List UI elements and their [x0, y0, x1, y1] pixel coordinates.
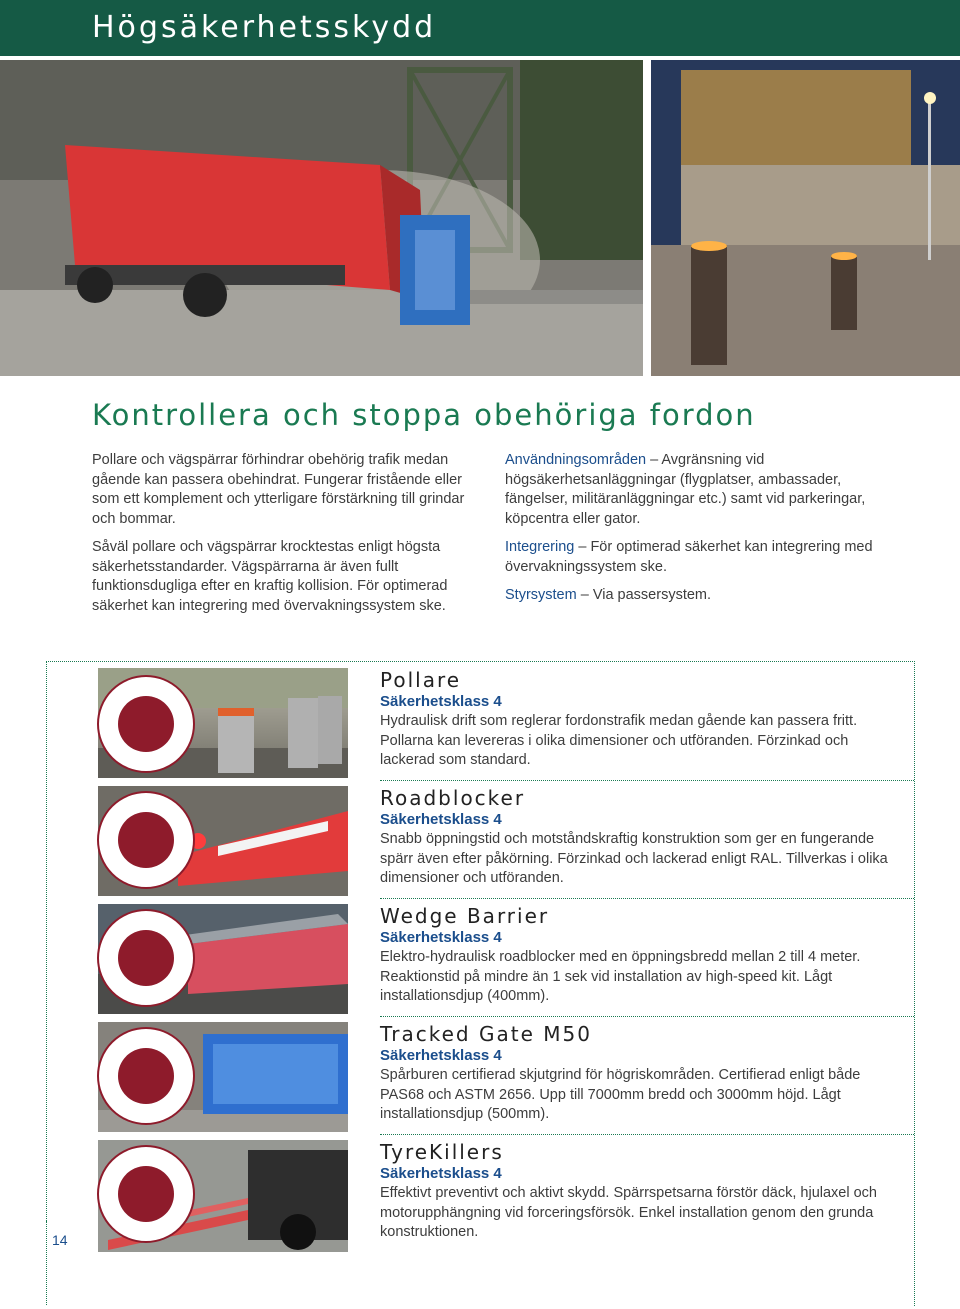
- security-badge-tyrekillers: [96, 1144, 196, 1244]
- product-separator: [380, 1016, 914, 1017]
- detail-integration: [505, 538, 875, 577]
- product-class: Säkerhetsklass 4: [380, 1165, 502, 1182]
- product-name: TyreKillers: [380, 1140, 504, 1164]
- security-badge-icon: [96, 674, 196, 774]
- product-class: Säkerhetsklass 4: [380, 811, 502, 828]
- security-badge-wedge: [96, 908, 196, 1008]
- products-frame-left-edge: [46, 661, 47, 1221]
- product-separator: [380, 1134, 914, 1135]
- detail-usage-lead: Användningsområden: [505, 452, 647, 468]
- product-desc: Elektro-hydraulisk roadblocker med en öppningsbredd mellan 2 till 4 meter. Reaktionstid på mindre än 1 sek vid installation av high-speed kit. Lågt installationsdjup (400mm).: [380, 949, 861, 1004]
- product-class: Säkerhetsklass 4: [380, 929, 502, 946]
- security-badge-icon: [96, 1144, 196, 1244]
- product-name: Wedge Barrier: [380, 904, 550, 928]
- product-wedge-barrier: [380, 904, 900, 1007]
- product-class: Säkerhetsklass 4: [380, 1047, 502, 1064]
- product-name: Pollare: [380, 668, 462, 692]
- product-roadblocker: [380, 786, 900, 889]
- security-badge-icon: [96, 790, 196, 890]
- product-pollare: [380, 668, 900, 771]
- product-class: Säkerhetsklass 4: [380, 693, 502, 710]
- section-title: Kontrollera och stoppa obehöriga fordon: [92, 398, 756, 432]
- bollards-night-photo: [651, 60, 960, 376]
- security-badge-pollare: [96, 674, 196, 774]
- detail-integration-text: – För optimerad säkerhet kan integrering med övervakningssystem ske.: [505, 539, 873, 575]
- product-name: Tracked Gate M50: [380, 1022, 592, 1046]
- detail-integration-lead: Integrering: [505, 539, 575, 555]
- header-bar: [0, 0, 960, 56]
- intro-paragraph-2: Såväl pollare och vägspärrar krocktestas enligt högsta säkerhetsstandarder. Vägspärrarna är även fullt funktionsdugliga efter en kraftig kollision. För optimerad säkerhet kan integrering med övervakningssystem ske.: [92, 539, 448, 614]
- detail-control: [505, 586, 875, 606]
- product-desc: Hydraulisk drift som reglerar fordonstrafik medan gående kan passera fritt. Pollarna kan levereras i olika dimensioner och utföranden. Förzinkad och lackerad som standard.: [380, 713, 858, 768]
- product-tyrekillers: [380, 1140, 900, 1243]
- product-desc: Effektivt preventivt och aktivt skydd. Spärrspetsarna förstör däck, hjulaxel och motorupphängning vid forceringsförsök. Enkel installation genom den grunda konstruktionen.: [380, 1185, 877, 1240]
- security-badge-roadblocker: [96, 790, 196, 890]
- product-name: Roadblocker: [380, 786, 526, 810]
- product-desc: Spårburen certifierad skjutgrind för högriskområden. Certifierad enligt både PAS68 och ASTM 2656. Upp till 7000mm bredd och 3000mm höjd. Lågt installationsdjup (500mm).: [380, 1067, 861, 1122]
- intro-paragraph-1: Pollare och vägspärrar förhindrar obehörig trafik medan gående kan passera obehindrat. Fungerar fristående eller som ett komplement och ytterligare förstärkning till grindar och bommar.: [92, 452, 465, 527]
- truck-crash-photo: [0, 60, 643, 376]
- product-separator: [380, 780, 914, 781]
- detail-usage-text: – Avgränsning vid högsäkerhetsanläggningar (flygplatser, ambassader, fängelser, militäranläggningar etc.) samt vid parkeringar, köpcentra eller gator.: [505, 452, 866, 527]
- bollards-night-illustration: [651, 60, 960, 376]
- detail-usage: [505, 451, 875, 529]
- product-separator: [380, 898, 914, 899]
- security-badge-tracked-gate: [96, 1026, 196, 1126]
- truck-crash-illustration: [0, 60, 643, 376]
- product-tracked-gate: [380, 1022, 900, 1125]
- page-number: 14: [52, 1232, 68, 1248]
- security-badge-icon: [96, 908, 196, 1008]
- detail-control-text: – Via passersystem.: [576, 587, 712, 603]
- product-desc: Snabb öppningstid och motståndskraftig konstruktion som ger en fungerande spärr även efter påkörning. Förzinkad och lackerad enligt RAL. Tillverkas i olika dimensioner och utföranden.: [380, 831, 888, 886]
- detail-control-lead: Styrsystem: [505, 587, 577, 603]
- page-title: Högsäkerhetsskydd: [92, 10, 437, 45]
- security-badge-icon: [96, 1026, 196, 1126]
